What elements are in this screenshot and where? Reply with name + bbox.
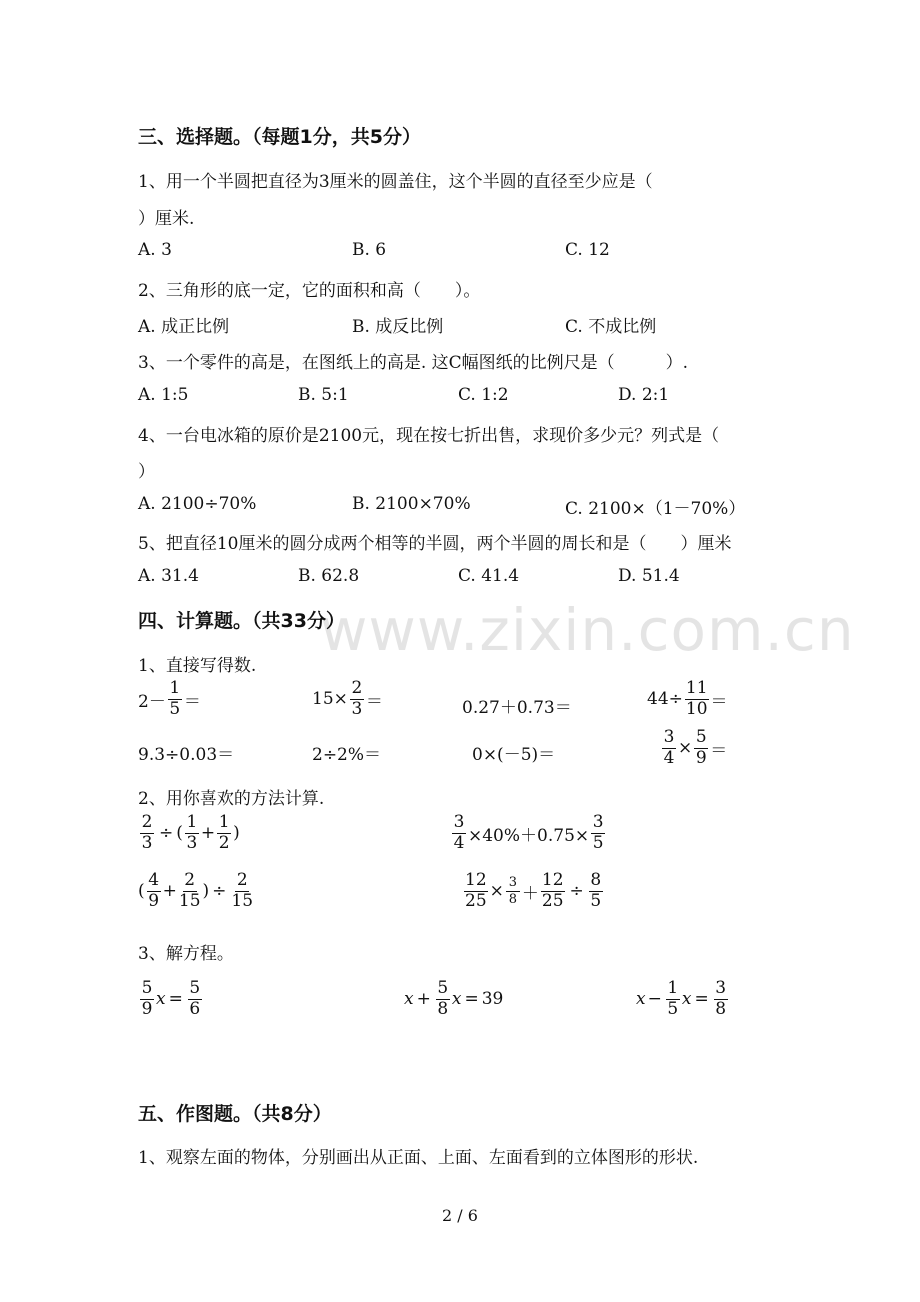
left-paren: ( bbox=[138, 881, 145, 902]
fraction: $\frac{3}{4}$ bbox=[453, 812, 465, 853]
middle-expression: ×40%＋0.75× bbox=[468, 825, 590, 846]
q4-text-cont: ） bbox=[138, 462, 155, 482]
plus: + bbox=[200, 823, 216, 844]
times: × bbox=[489, 881, 504, 902]
q2-option-a: A. 成正比例 bbox=[138, 317, 230, 337]
q3-option-c: C. 1:2 bbox=[458, 385, 509, 405]
q5-option-a: A. 31.4 bbox=[138, 566, 199, 586]
q1-option-a: A. 3 bbox=[138, 240, 172, 260]
calc-free-3 bbox=[138, 872, 255, 911]
q1-text-cont: ）厘米. bbox=[138, 209, 195, 229]
left-paren: ( bbox=[176, 823, 183, 844]
equals: ＝ bbox=[183, 691, 201, 712]
q2-text: 2、三角形的底一定，它的面积和高（ ）。 bbox=[138, 281, 481, 301]
fraction: $\frac{3}{8}$ bbox=[506, 876, 520, 906]
calc-2-2: 2÷2%＝ bbox=[312, 745, 382, 765]
fraction: $\frac{5}{6}$ bbox=[189, 978, 201, 1019]
variable-x: x bbox=[156, 989, 166, 1010]
q3-option-d: D. 2:1 bbox=[618, 385, 670, 405]
calc-1-4 bbox=[647, 680, 728, 719]
q4-option-a: A. 2100÷70% bbox=[138, 494, 257, 514]
q3-option-b: B. 5:1 bbox=[298, 385, 349, 405]
variable-x: x bbox=[451, 989, 462, 1010]
calc-sub1: 1、直接写得数. bbox=[138, 656, 257, 676]
fraction: $\frac{2}{15}$ bbox=[231, 870, 254, 911]
calc-1-1 bbox=[138, 680, 201, 719]
variable-x: x bbox=[636, 989, 646, 1010]
section-3-title: 三、选择题。（每题1分，共5分） bbox=[138, 126, 421, 148]
rhs: 39 bbox=[481, 989, 504, 1010]
fraction: $\frac{3}{4}$ bbox=[663, 727, 675, 768]
fraction: $\frac{11}{10}$ bbox=[685, 678, 708, 719]
q5-text: 5、把直径10厘米的圆分成两个相等的半圆，两个半圆的周长和是（ ）厘米 bbox=[138, 534, 732, 554]
q1-option-c: C. 12 bbox=[565, 240, 610, 260]
fraction: $\frac{5}{9}$ bbox=[141, 978, 153, 1019]
equals: = bbox=[694, 989, 709, 1010]
q5-option-b: B. 62.8 bbox=[298, 566, 360, 586]
watermark: www.zixin.com.cn bbox=[320, 596, 855, 664]
fraction: $\frac{8}{5}$ bbox=[590, 870, 602, 911]
right-paren: ) bbox=[233, 823, 240, 844]
times: × bbox=[678, 738, 693, 759]
q1-text: 1、用一个半圆把直径为3厘米的圆盖住，这个半圆的直径至少应是（ bbox=[138, 172, 653, 192]
fraction: $\frac{3}{8}$ bbox=[715, 978, 727, 1019]
fraction: $\frac{12}{25}$ bbox=[465, 870, 487, 911]
calc-free-2 bbox=[450, 814, 607, 853]
page-number: 2 / 6 bbox=[442, 1206, 478, 1225]
calc-sub2: 2、用你喜欢的方法计算. bbox=[138, 789, 325, 809]
q4-option-b: B. 2100×70% bbox=[352, 494, 471, 514]
section-5-q1: 1、观察左面的物体，分别画出从正面、上面、左面看到的立体图形的形状. bbox=[138, 1148, 699, 1168]
fraction: $\frac{1}{2}$ bbox=[218, 812, 230, 853]
q5-option-d: D. 51.4 bbox=[618, 566, 680, 586]
fraction: $\frac{5}{8}$ bbox=[437, 978, 449, 1019]
q2-option-b: B. 成反比例 bbox=[352, 317, 444, 337]
fraction: $\frac{1}{5}$ bbox=[667, 978, 679, 1019]
calc-sub3: 3、解方程。 bbox=[138, 944, 234, 964]
calc-2-4 bbox=[660, 729, 727, 768]
equals: ＝ bbox=[365, 691, 383, 712]
minus: − bbox=[647, 989, 662, 1010]
q3-option-a: A. 1:5 bbox=[138, 385, 189, 405]
fraction: $\frac{4}{9}$ bbox=[148, 870, 160, 911]
section-5-title: 五、作图题。（共8分） bbox=[138, 1103, 332, 1125]
calc-1-4-pre: 44÷ bbox=[647, 689, 683, 710]
calc-2-1: 9.3÷0.03＝ bbox=[138, 745, 235, 765]
equals: = bbox=[464, 989, 479, 1010]
equals: ＝ bbox=[710, 691, 728, 712]
calc-1-2 bbox=[312, 680, 383, 719]
fraction: $\frac{2}{15}$ bbox=[178, 870, 201, 911]
plus: + bbox=[162, 881, 177, 902]
divide: ÷ bbox=[212, 881, 227, 902]
q4-text: 4、一台电冰箱的原价是2100元，现在按七折出售，求现价多少元？列式是（ bbox=[138, 426, 720, 446]
fraction: $\frac{5}{9}$ bbox=[695, 727, 707, 768]
equation-1 bbox=[138, 980, 204, 1019]
divide: ÷ bbox=[569, 881, 584, 902]
fraction: $\frac{3}{5}$ bbox=[592, 812, 604, 853]
fraction: $\frac{2}{3}$ bbox=[351, 678, 363, 719]
calc-free-1 bbox=[138, 814, 240, 853]
calc-1-2-pre: 15× bbox=[312, 689, 348, 710]
section-4-title: 四、计算题。（共33分） bbox=[138, 610, 345, 632]
fraction: $\frac{1}{5}$ bbox=[169, 678, 181, 719]
equals: ＝ bbox=[710, 740, 728, 761]
calc-1-3: 0.27＋0.73＝ bbox=[462, 698, 572, 718]
q1-option-b: B. 6 bbox=[352, 240, 387, 260]
q5-option-c: C. 41.4 bbox=[458, 566, 520, 586]
right-paren: ) bbox=[202, 881, 210, 902]
equation-3 bbox=[636, 980, 730, 1019]
q3-text: 3、一个零件的高是，在图纸上的高是. 这C幅图纸的比例尺是（ ）. bbox=[138, 353, 689, 373]
fraction: $\frac{12}{25}$ bbox=[541, 870, 564, 911]
equation-2 bbox=[404, 980, 503, 1019]
calc-free-4 bbox=[462, 872, 605, 911]
variable-x: x bbox=[404, 989, 414, 1010]
divide: ÷ bbox=[159, 823, 174, 844]
q2-option-c: C. 不成比例 bbox=[565, 317, 657, 337]
fraction: $\frac{2}{3}$ bbox=[141, 812, 153, 853]
calc-2-3: 0×(－5)＝ bbox=[472, 745, 556, 765]
equals: = bbox=[168, 989, 183, 1010]
calc-1-1-pre: 2－ bbox=[138, 691, 166, 712]
variable-x: x bbox=[681, 989, 692, 1010]
plus: ＋ bbox=[521, 883, 539, 904]
q4-option-c: C. 2100×（1－70%） bbox=[565, 499, 746, 519]
plus: + bbox=[416, 989, 431, 1010]
fraction: $\frac{1}{3}$ bbox=[186, 812, 198, 853]
